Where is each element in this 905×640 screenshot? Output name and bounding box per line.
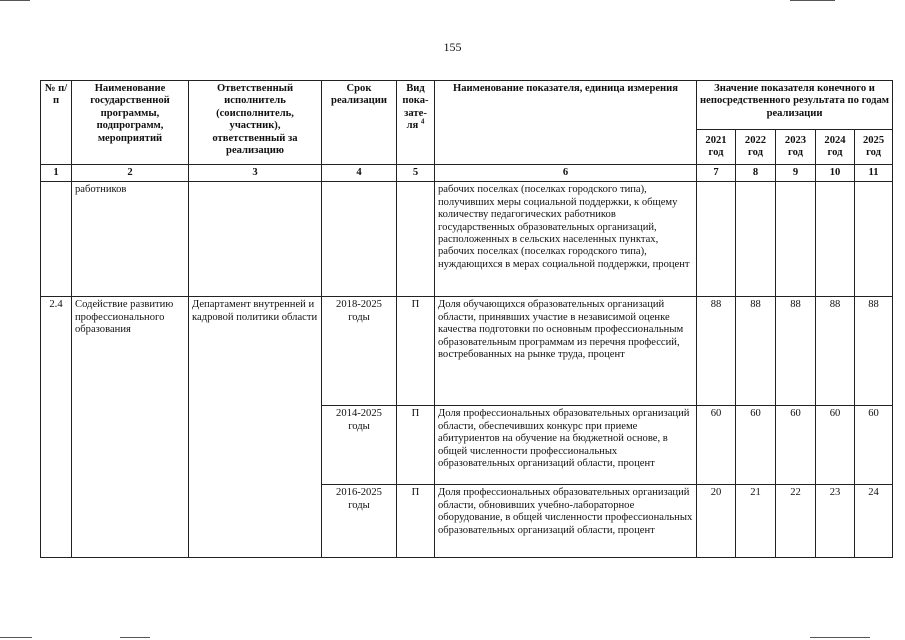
cell-num [41, 182, 72, 297]
indicator-kind: П [397, 297, 435, 406]
header-values-group: Значение показателя конечного и непосредственного результата по годам реализации [697, 81, 893, 130]
header-year-2023: 2023 год [776, 130, 816, 165]
cell-value [736, 182, 776, 297]
column-number: 8 [736, 165, 776, 182]
item-executor: Департамент внутренней и кадровой политики области [189, 297, 322, 558]
column-numbers-row [41, 165, 893, 182]
cell-value [776, 182, 816, 297]
indicator-text: Доля профессиональных образовательных организаций области, обеспечивших конкурс при приеме абитуриентов на обучение на бюджетной основе, в общей численности профессиональных образовательных организаций области, процент [435, 406, 697, 485]
top-edge-rule-right [790, 0, 835, 1]
column-number: 9 [776, 165, 816, 182]
table-row-continuation [41, 182, 893, 297]
header-kind-label: Вид пока-зате-ля [402, 83, 429, 132]
header-kind-footnote: 4 [420, 117, 425, 126]
indicator-term: 2018-2025 годы [322, 297, 397, 406]
indicator-text: Доля профессиональных образовательных организаций области, обновивших учебно-лабораторное оборудование, в общей численности профессиональных образовательных организаций области, процент [435, 485, 697, 558]
cell-value [697, 182, 736, 297]
header-row [41, 81, 893, 130]
indicator-term: 2016-2025 годы [322, 485, 397, 558]
indicator-kind: П [397, 406, 435, 485]
indicator-value-2025: 24 [855, 485, 893, 558]
indicator-value-2021: 60 [697, 406, 736, 485]
indicator-value-2024: 23 [816, 485, 855, 558]
indicator-value-2023: 22 [776, 485, 816, 558]
column-number: 5 [397, 165, 435, 182]
column-number: 1 [41, 165, 72, 182]
indicator-value-2023: 88 [776, 297, 816, 406]
indicator-value-2023: 60 [776, 406, 816, 485]
cell-term [322, 182, 397, 297]
indicator-value-2025: 88 [855, 297, 893, 406]
table-row-indicator-1 [41, 297, 893, 406]
indicator-text: Доля обучающихся образовательных организаций области, принявших участие в независимой оценке качества подготовки по основным профессиональным образовательным программам из перечня профессий, востребованных на рынке труда, процент [435, 297, 697, 406]
header-year-2021: 2021 год [697, 130, 736, 165]
indicator-value-2022: 60 [736, 406, 776, 485]
column-number: 7 [697, 165, 736, 182]
header-year-2022: 2022 год [736, 130, 776, 165]
indicator-kind: П [397, 485, 435, 558]
header-executor: Ответственный исполнитель (соисполнитель, участник), ответственный за реализацию [189, 81, 322, 165]
top-edge-rule-left [0, 0, 30, 1]
bottom-edge-rule-left [0, 637, 32, 638]
indicator-term: 2014-2025 годы [322, 406, 397, 485]
header-year-2024: 2024 год [816, 130, 855, 165]
bottom-edge-rule-right [810, 637, 870, 638]
cell-executor [189, 182, 322, 297]
indicator-value-2021: 88 [697, 297, 736, 406]
header-indicator: Наименование показателя, единица измерения [435, 81, 697, 165]
cell-indicator: рабочих поселках (поселках городского типа), получивших меры социальной поддержки, к общему количеству педагогических работников государственных образовательных организаций, расположенных в сельских населенных пунктах, рабочих поселках (поселках городского типа), нуждающихся в мерах социальной поддержки, процент [435, 182, 697, 297]
indicator-value-2024: 88 [816, 297, 855, 406]
indicator-value-2024: 60 [816, 406, 855, 485]
indicator-value-2025: 60 [855, 406, 893, 485]
item-number: 2.4 [41, 297, 72, 558]
item-name: Содействие развитию профессионального образования [72, 297, 189, 558]
header-year-2025: 2025 год [855, 130, 893, 165]
cell-kind [397, 182, 435, 297]
column-number: 6 [435, 165, 697, 182]
header-num: № п/п [41, 81, 72, 165]
column-number: 10 [816, 165, 855, 182]
indicator-value-2021: 20 [697, 485, 736, 558]
page-number: 155 [443, 40, 462, 54]
column-number: 3 [189, 165, 322, 182]
indicators-table [40, 80, 893, 558]
bottom-edge-rule-mid [120, 637, 150, 638]
column-number: 11 [855, 165, 893, 182]
header-term: Срок реализации [322, 81, 397, 165]
cell-value [855, 182, 893, 297]
column-number: 2 [72, 165, 189, 182]
header-kind [397, 81, 435, 165]
column-number: 4 [322, 165, 397, 182]
header-name: Наименование государственной программы, подпрограмм, мероприятий [72, 81, 189, 165]
cell-value [816, 182, 855, 297]
cell-name: работников [72, 182, 189, 297]
indicator-value-2022: 21 [736, 485, 776, 558]
indicator-value-2022: 88 [736, 297, 776, 406]
